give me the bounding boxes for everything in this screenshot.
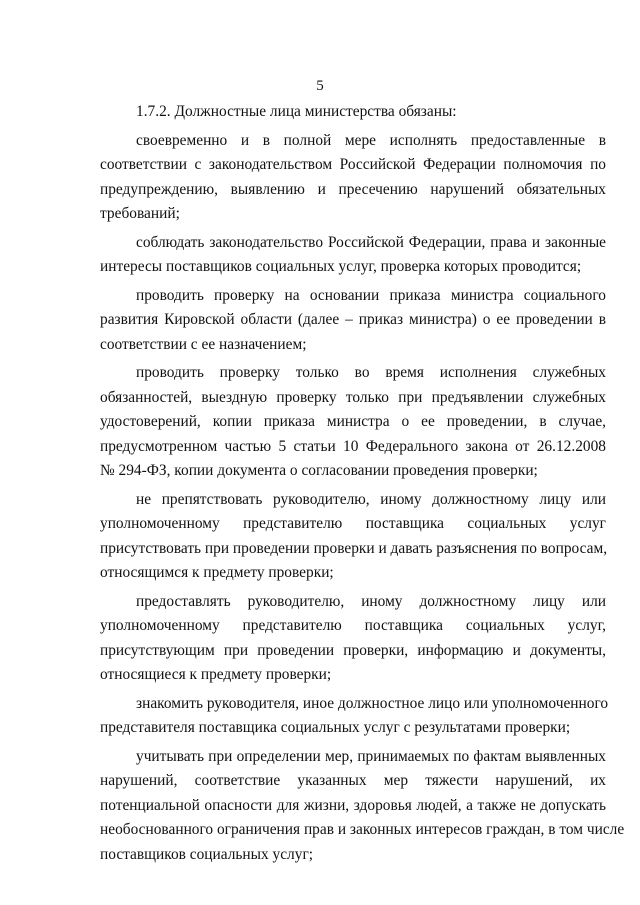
section-heading-text: 1.7.2. Должностные лица министерства обязаны: bbox=[136, 103, 457, 120]
page-number: 5 bbox=[316, 78, 324, 94]
section-heading bbox=[100, 100, 606, 125]
paragraph bbox=[100, 284, 606, 358]
paragraph-line: нарушений, соответствие указанных мер тяжести нарушений, их bbox=[100, 772, 606, 789]
paragraph-line: интересы поставщиков социальных услуг, проверка которых проводится; bbox=[100, 258, 582, 275]
paragraph-line: относящиеся к предмету проверки; bbox=[100, 666, 332, 683]
paragraph bbox=[100, 231, 606, 280]
paragraph bbox=[100, 361, 606, 484]
paragraph-line: представителя поставщика социальных услуг с результатами проверки; bbox=[100, 719, 571, 736]
paragraph-line: соответствии с законодательством Российской Федерации полномочия по bbox=[100, 156, 606, 173]
paragraph bbox=[100, 692, 609, 741]
paragraph bbox=[100, 488, 606, 586]
paragraph-line: предусмотренном частью 5 статьи 10 Федерального закона от 26.12.2008 bbox=[100, 437, 606, 455]
paragraph-line: присутствовать при проведении проверки и давать разъяснения по вопросам, bbox=[100, 539, 608, 557]
paragraph-line: предоставлять руководителю, иному должностному лицу или bbox=[136, 592, 606, 610]
paragraph bbox=[100, 590, 606, 688]
paragraph-line: удостоверений, копии приказа министра о ее проведении, в случае, bbox=[100, 413, 606, 430]
paragraph-line: поставщиков социальных услуг; bbox=[100, 845, 314, 863]
paragraph-line: не препятствовать руководителю, иному должностному лицу или bbox=[136, 490, 606, 508]
paragraph-line: необоснованного ограничения прав и законных интересов граждан, в том числе bbox=[100, 821, 625, 838]
document-body bbox=[100, 100, 625, 871]
paragraph-line: знакомить руководителя, иное должностное лицо или уполномоченного bbox=[136, 694, 609, 712]
paragraph-line: своевременно и в полной мере исполнять предоставленные в bbox=[136, 131, 606, 149]
paragraph-line: предупреждению, выявлению и пресечению нарушений обязательных bbox=[100, 180, 606, 198]
paragraph-line: обязанностей, выездную проверку только при предъявлении служебных bbox=[100, 388, 606, 406]
paragraph-list bbox=[100, 129, 625, 868]
paragraph-line: № 294-ФЗ, копии документа о согласовании проведения проверки; bbox=[100, 462, 538, 479]
paragraph-line: присутствующим при проведении проверки, информацию и документы, bbox=[100, 641, 606, 659]
paragraph-line: уполномоченному представителю поставщика социальных услуг bbox=[100, 515, 606, 532]
paragraph-line: проводить проверку на основании приказа министра социального bbox=[136, 286, 606, 304]
paragraph-line: соблюдать законодательство Российской Федерации, права и законные bbox=[136, 233, 606, 251]
paragraph-line: относящимся к предмету проверки; bbox=[100, 564, 334, 581]
paragraph-line: требований; bbox=[100, 205, 180, 222]
paragraph-line: потенциальной опасности для жизни, здоровья людей, а также не допускать bbox=[100, 796, 606, 814]
paragraph bbox=[100, 129, 606, 227]
paragraph-line: соответствии с ее назначением; bbox=[100, 335, 307, 353]
paragraph-line: уполномоченному представителю поставщика социальных услуг, bbox=[100, 617, 606, 634]
paragraph-line: учитывать при определении мер, принимаемых по фактам выявленных bbox=[136, 747, 606, 765]
paragraph bbox=[100, 745, 625, 868]
paragraph-line: проводить проверку только во время исполнения служебных bbox=[136, 364, 606, 381]
paragraph-line: развития Кировской области (далее – приказ министра) о ее проведении в bbox=[100, 311, 606, 328]
